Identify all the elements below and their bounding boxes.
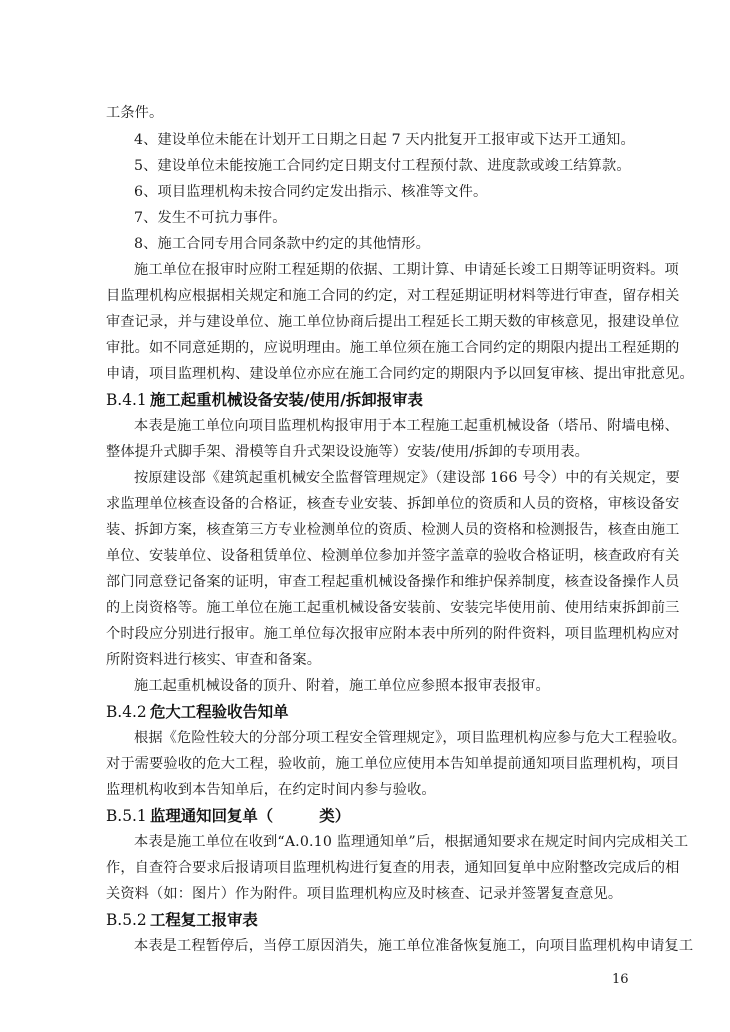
paragraph-line: 审批。如不同意延期的，应说明理由。施工单位须在施工合同约定的期限内提出工程延期的 [106, 340, 680, 356]
paragraph-line: 目监理机构应根据相关规定和施工合同的约定，对工程延期证明材料等进行审查，留存相关 [106, 288, 680, 304]
paragraph-line: 作，自查符合要求后报请项目监理机构进行复查的用表，通知回复单中应附整改完成后的相 [106, 860, 680, 876]
section-heading [106, 390, 423, 410]
page-number: 16 [612, 972, 629, 987]
paragraph-line: 所附资料进行核实、审查和备案。 [106, 652, 322, 668]
list-item: 4、建设单位未能在计划开工日期之日起 7 天内批复开工报审或下达开工通知。 [134, 132, 635, 148]
section-number: B.5.2 [106, 911, 147, 929]
section-heading [106, 806, 350, 826]
paragraph-line: 本表是工程暂停后，当停工原因消失，施工单位准备恢复施工，向项目监理机构申请复工 [134, 938, 694, 954]
paragraph-line: 个时段应分别进行报审。施工单位每次报审应附本表中所列的附件资料，项目监理机构应对 [106, 626, 680, 642]
paragraph-line: 单位、安装单位、设备租赁单位、检测单位参加并签字盖章的验收合格证明，核查政府有关 [106, 548, 680, 564]
paragraph-line: 装、拆卸方案，核查第三方专业检测单位的资质、检测人员的资格和检测报告，核查由施工 [106, 522, 680, 538]
list-item: 5、建设单位未能按施工合同约定日期支付工程预付款、进度款或竣工结算款。 [134, 158, 631, 174]
paragraph-line: 关资料（如：图片）作为附件。项目监理机构应及时核查、记录并签署复查意见。 [106, 886, 623, 902]
section-heading [106, 702, 289, 722]
section-title: 监理通知回复单（ 类） [150, 807, 351, 825]
section-title: 工程复工报审表 [150, 911, 258, 929]
section-heading [106, 910, 258, 930]
paragraph-line: 求监理单位核查设备的合格证，核查专业安装、拆卸单位的资质和人员的资格，审核设备安 [106, 496, 680, 512]
paragraph-line: 的上岗资格等。施工单位在施工起重机械设备安装前、安装完毕使用前、使用结束拆卸前三 [106, 600, 680, 616]
paragraph-line: 本表是施工单位在收到“A.0.10 监理通知单”后，根据通知要求在规定时间内完成相关工 [134, 834, 689, 850]
paragraph-line: 根据《危险性较大的分部分项工程安全管理规定》，项目监理机构应参与危大工程验收。 [134, 730, 687, 746]
list-item: 7、发生不可抗力事件。 [134, 210, 287, 226]
paragraph-line: 部门同意登记备案的证明，审查工程起重机械设备操作和维护保养制度，核查设备操作人员 [106, 574, 680, 590]
paragraph-line: 施工起重机械设备的顶升、附着，施工单位应参照本报审表报审。 [134, 678, 550, 694]
section-number: B.4.2 [106, 703, 147, 721]
paragraph-line: 监理机构收到本告知单后，在约定时间内参与验收。 [106, 782, 436, 798]
section-number: B.4.1 [106, 391, 147, 409]
section-title: 危大工程验收告知单 [150, 703, 289, 721]
paragraph-line: 整体提升式脚手架、滑模等自升式架设设施等）安装/使用/拆卸的专项用表。 [106, 444, 589, 460]
list-item: 6、项目监理机构未按合同约定发出指示、核准等文件。 [134, 184, 488, 200]
list-item: 8、施工合同专用合同条款中约定的其他情形。 [134, 236, 430, 252]
paragraph-line: 申请，项目监理机构、建设单位亦应在施工合同约定的期限内予以回复审核、提出审批意见。 [106, 366, 694, 382]
paragraph-line: 审查记录，并与建设单位、施工单位协商后提出工程延长工期天数的审核意见，报建设单位 [106, 314, 680, 330]
paragraph-line: 对于需要验收的危大工程，验收前，施工单位应使用本告知单提前通知项目监理机构，项目 [106, 756, 680, 772]
paragraph-line: 本表是施工单位向项目监理机构报审用于本工程施工起重机械设备（塔吊、附墙电梯、 [134, 418, 679, 434]
paragraph-line: 按原建设部《建筑起重机械安全监督管理规定》（建设部 166 号令）中的有关规定，要 [134, 470, 680, 486]
section-number: B.5.1 [106, 807, 147, 825]
paragraph-line: 施工单位在报审时应附工程延期的依据、工期计算、申请延长竣工日期等证明资料。项 [134, 262, 679, 278]
paragraph-line: 工条件。 [106, 105, 164, 121]
section-title: 施工起重机械设备安装/使用/拆卸报审表 [150, 391, 423, 409]
